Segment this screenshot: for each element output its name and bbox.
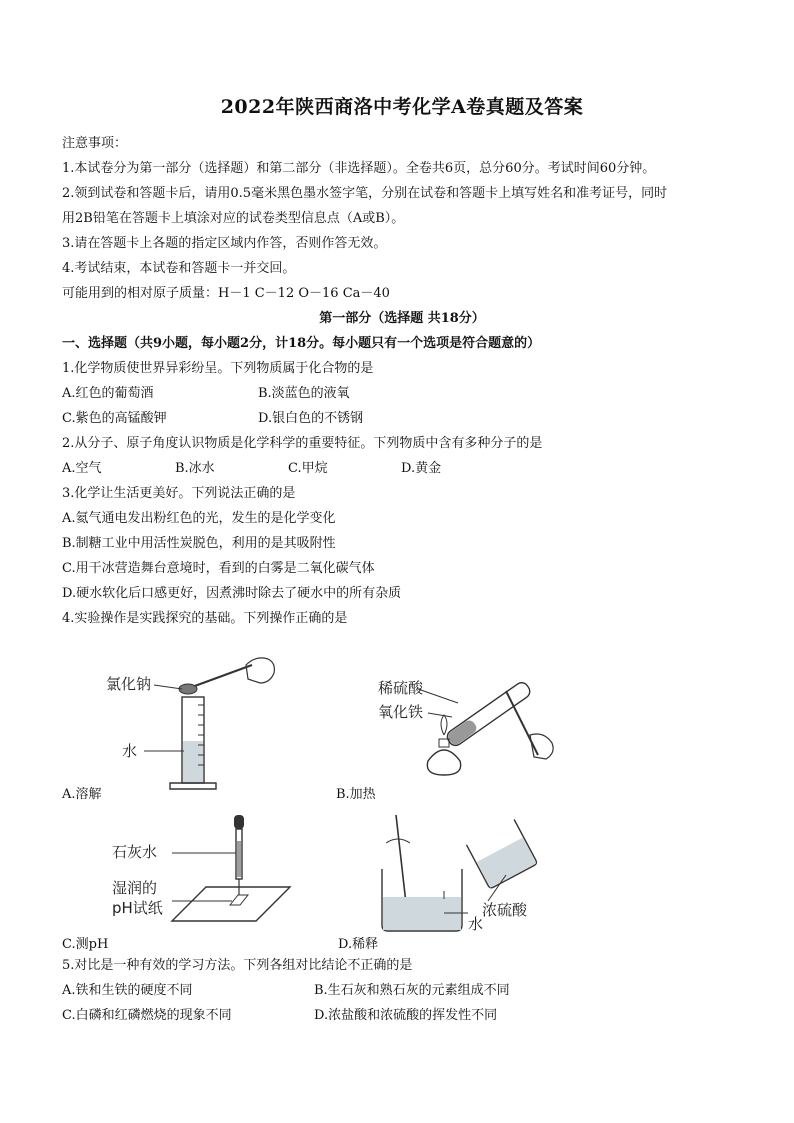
option-c: C.测pH — [62, 937, 109, 952]
option-d: D.硬水软化后口感更好，因煮沸时除去了硬水中的所有杂质 — [62, 586, 402, 601]
label-ph-paper: pH试纸 — [112, 899, 163, 917]
option-c: C.白磷和红磷燃烧的现象不同 — [62, 1008, 232, 1023]
question-4-figures — [62, 635, 742, 953]
label-water: 水 — [122, 742, 138, 760]
notice-item: 3.请在答题卡上各题的指定区域内作答，否则作答无效。 — [62, 236, 387, 251]
notice-item: 1.本试卷分为第一部分（选择题）和第二部分（非选择题）。全卷共6页，总分60分。考试时间60分钟。 — [62, 161, 656, 176]
question-1-stem: 1.化学物质使世界异彩纷呈。下列物质属于化合物的是 — [62, 361, 374, 376]
option-d: D.黄金 — [401, 461, 442, 476]
page-title: 2022年陕西商洛中考化学A卷真题及答案 — [220, 96, 584, 118]
part1-heading: 第一部分（选择题 共18分） — [319, 311, 485, 326]
option-a: A.氦气通电发出粉红色的光，发生的是化学变化 — [62, 511, 336, 526]
question-5-stem: 5.对比是一种有效的学习方法。下列各组对比结论不正确的是 — [62, 958, 413, 973]
notice-item: 用2B铅笔在答题卡上填涂对应的试卷类型信息点（A或B）。 — [62, 211, 405, 226]
option-d: D.稀释 — [338, 937, 379, 952]
exam-page — [62, 92, 742, 1028]
question-5-options-row — [62, 978, 742, 1003]
figure-heating — [378, 665, 568, 785]
question-4-stem: 4.实验操作是实践探究的基础。下列操作正确的是 — [62, 611, 348, 626]
notice-item: 4.考试结束，本试卷和答题卡一并交回。 — [62, 261, 296, 276]
label-iron-oxide: 氧化铁 — [378, 703, 424, 721]
question-2-options-row — [62, 456, 742, 481]
option-b: B.淡蓝色的液氧 — [258, 386, 350, 401]
option-d: D.银白色的不锈钢 — [258, 411, 364, 426]
question-1-options-row — [62, 381, 742, 406]
option-d: D.浓盐酸和浓硫酸的挥发性不同 — [314, 1008, 498, 1023]
option-c: C.用干冰营造舞台意境时，看到的白雾是二氧化碳气体 — [62, 561, 375, 576]
figure-ph-test — [112, 813, 292, 938]
figure-dissolve — [106, 645, 286, 795]
option-c: C.紫色的高锰酸钾 — [62, 411, 167, 426]
option-a: A.空气 — [62, 461, 102, 476]
option-a: A.红色的葡萄酒 — [62, 386, 154, 401]
label-conc-sulfuric-acid: 浓硫酸 — [482, 901, 528, 919]
label-water: 水 — [468, 915, 484, 933]
figure-dilute — [378, 813, 578, 938]
section-heading: 一、选择题（共9小题，每小题2分，计18分。每小题只有一个选项是符合题意的） — [62, 336, 541, 351]
option-a: A.溶解 — [62, 787, 102, 802]
label-limewater: 石灰水 — [112, 843, 158, 861]
label-dilute-sulfuric-acid: 稀硫酸 — [378, 679, 424, 697]
option-b: B.加热 — [336, 787, 376, 802]
option-b: B.冰水 — [175, 461, 215, 476]
question-1-options-row — [62, 406, 742, 431]
question-5-options-row — [62, 1003, 742, 1028]
atomic-mass: 可能用到的相对原子质量：H－1 C－12 O－16 Ca－40 — [62, 286, 390, 301]
label-wet: 湿润的 — [112, 879, 158, 897]
question-2-stem: 2.从分子、原子角度认识物质是化学科学的重要特征。下列物质中含有多种分子的是 — [62, 436, 543, 451]
option-a: A.铁和生铁的硬度不同 — [62, 983, 193, 998]
option-c: C.甲烷 — [288, 461, 328, 476]
notice-heading: 注意事项： — [62, 136, 128, 151]
notice-item: 2.领到试卷和答题卡后，请用0.5毫米黑色墨水签字笔，分别在试卷和答题卡上填写姓名和准考证号，同时 — [62, 186, 668, 201]
question-3-stem: 3.化学让生活更美好。下列说法正确的是 — [62, 486, 296, 501]
option-b: B.生石灰和熟石灰的元素组成不同 — [314, 983, 510, 998]
label-sodium-chloride: 氯化钠 — [106, 675, 152, 693]
option-b: B.制糖工业中用活性炭脱色，利用的是其吸附性 — [62, 536, 336, 551]
